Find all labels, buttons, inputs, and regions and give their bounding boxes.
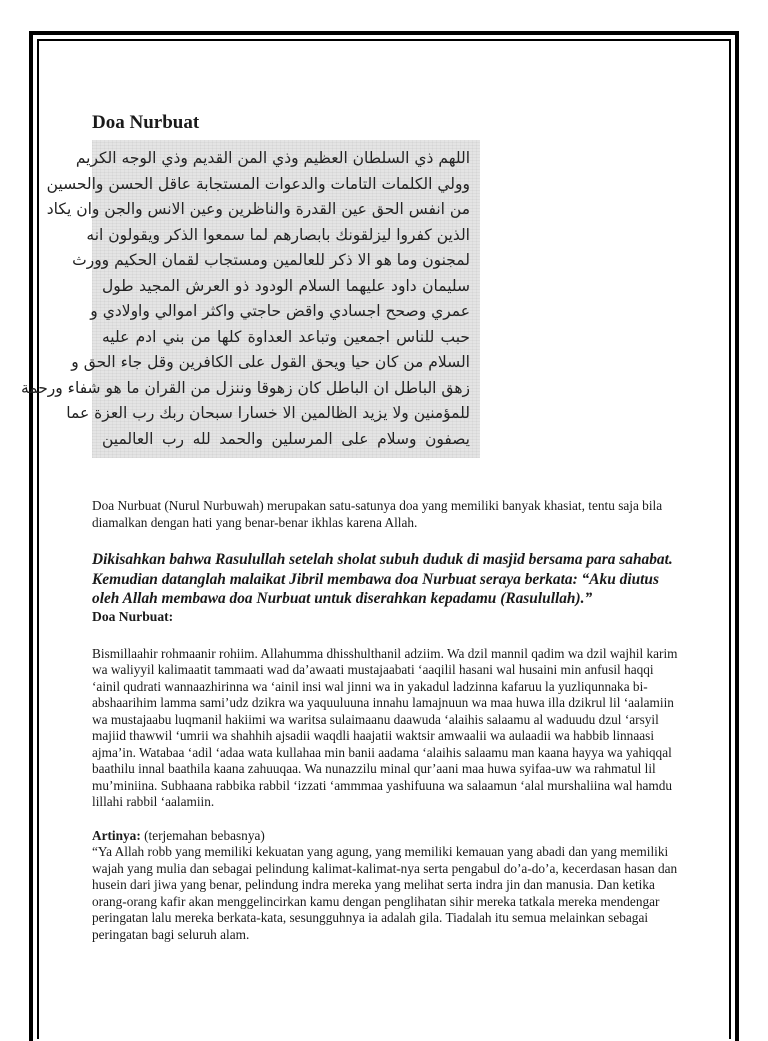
document-body xyxy=(20,110,682,943)
doa-heading: Doa Nurbuat: xyxy=(92,608,174,624)
artinya-note: (terjemahan bebasnya) xyxy=(140,827,265,843)
arabic-line: عمري وصحح اجسادي واقض حاجتي واكثر اموالي واولادي و xyxy=(90,302,470,320)
arabic-line: سليمان داود عليهما السلام الودود ذو العرش المجيد طول xyxy=(102,276,470,295)
arabic-line: السلام من كان حيا ويحق القول على الكافرين وقل جاء الحق و xyxy=(71,353,470,371)
latin-transliteration: Bismillaahir rohmaanir rohiim. Allahumma dhisshulthanil adziim. Wa dzil mannil qadim wa dzil wajhil karim wa waliyyil kalimaatit tammaati wad da’awaati mustajaabati ‘aaqilil hasani wal husaini min anfusil haqqi ‘ainil qudrati wannaazhirinna wa ‘ainil insi wal jinni wa in yakadul ladzinna kafaruu la yuzliqunnaka bi-abshaarihim lamma sami’udz dzikra wa yaquuluuna innahu lamajnuun wa maa huwa illa dzikrul lil ‘aalamiin wa mustajaabu luqmanil hakiimi wa waritsa sulaimaanu daawuda ‘alaihis salaamu al waduudu dzul ‘arsyil majiid thawwil ‘umrii wa shahhih ajsadii waqdli haajatii waktsir amwaalii wa aulaadii wa habbib linnaasi ajma’in. Watabaa ‘adil ‘adaa wata kullahaa min banii aadama ‘alaihis salaamu man kaana hayya wa yahiqqal baathilu innal baathila kaana zahuuqaa. Wa nunazzilu minal qur’aani maa huwa syifaa-uw wa rahmatul lil mu’miniina. Subhaana rabbika rabbil ‘izzati ‘ammmaa yashifuuna wa salaamun ‘alal murshaliina wal hamdu lillahi rabbil ‘aalamiin. xyxy=(92,645,678,809)
arabic-line: اللهم ذي السلطان العظيم وذي المن القديم وذي الوجه الكريم xyxy=(75,149,470,167)
arabic-line: يصفون وسلام على المرسلين والحمد لله رب العالمين xyxy=(102,429,470,448)
artinya-label: Artinya: xyxy=(92,827,141,843)
intro-paragraph: Doa Nurbuat (Nurul Nurbuwah) merupakan satu-satunya doa yang memiliki banyak khasiat, tentu saja bila diamalkan dengan hati yang benar-benar ikhlas karena Allah. xyxy=(92,498,663,530)
translation-heading xyxy=(92,828,682,845)
arabic-line: حبب للناس اجمعين وتباعد العداوة كلها من بني ادم عليه xyxy=(102,327,470,346)
arabic-line: لمجنون وما هو الا ذكر للعالمين ومستجاب لقمان الحكيم وورث xyxy=(72,251,470,269)
arabic-line: للمؤمنين ولا يزيد الظالمين الا خسارا سبحان ربك رب العزة عما xyxy=(66,404,470,422)
hadith-quote: Dikisahkan bahwa Rasulullah setelah sholat subuh duduk di masjid bersama para sahabat. Kemudian datanglah malaikat Jibril membawa doa Nurbuat seraya berkata: “Aku diutus oleh Allah membawa doa Nurbuat untuk diserahkan kepadamu (Rasulullah).” xyxy=(92,551,673,607)
translation-section xyxy=(92,828,682,944)
translation-text: “Ya Allah robb yang memiliki kekuatan yang agung, yang memiliki kemauan yang abadi dan yang memiliki wajah yang mulia dan sebagai pelindung kalimat-kalimat-nya serta pengabul do’a-do’a, kecerdasan hasan dan husein dari jiwa yang benar, pelindung indra mereka yang melihat serta indra jin dan manusia. Dan ketika orang-orang kafir akan menggelincirkan kamu dengan penglihatan sihir mereka tatkala mereka mendengar peringatan lalu mereka berkata-kata, sesungguhnya ia adalah gila. Tiadalah itu semua melainkan sebagai peringatan bagi seluruh alam. xyxy=(92,844,678,942)
arabic-line: الذين كفروا ليزلقونك بابصارهم لما سمعوا الذكر ويقولون انه xyxy=(86,225,470,244)
arabic-line: وولي الكلمات التامات والدعوات المستجابة عاقل الحسن والحسين xyxy=(46,174,470,193)
document-title: Doa Nurbuat xyxy=(92,112,200,133)
arabic-line: من انفس الحق عين القدرة والناظرين وعين الانس والجن وان يكاد xyxy=(46,200,470,218)
arabic-line: زهق الباطل ان الباطل كان زهوقا وننزل من القران ما هو شفاء ورحمة xyxy=(20,378,470,397)
arabic-prayer-image xyxy=(20,140,480,458)
